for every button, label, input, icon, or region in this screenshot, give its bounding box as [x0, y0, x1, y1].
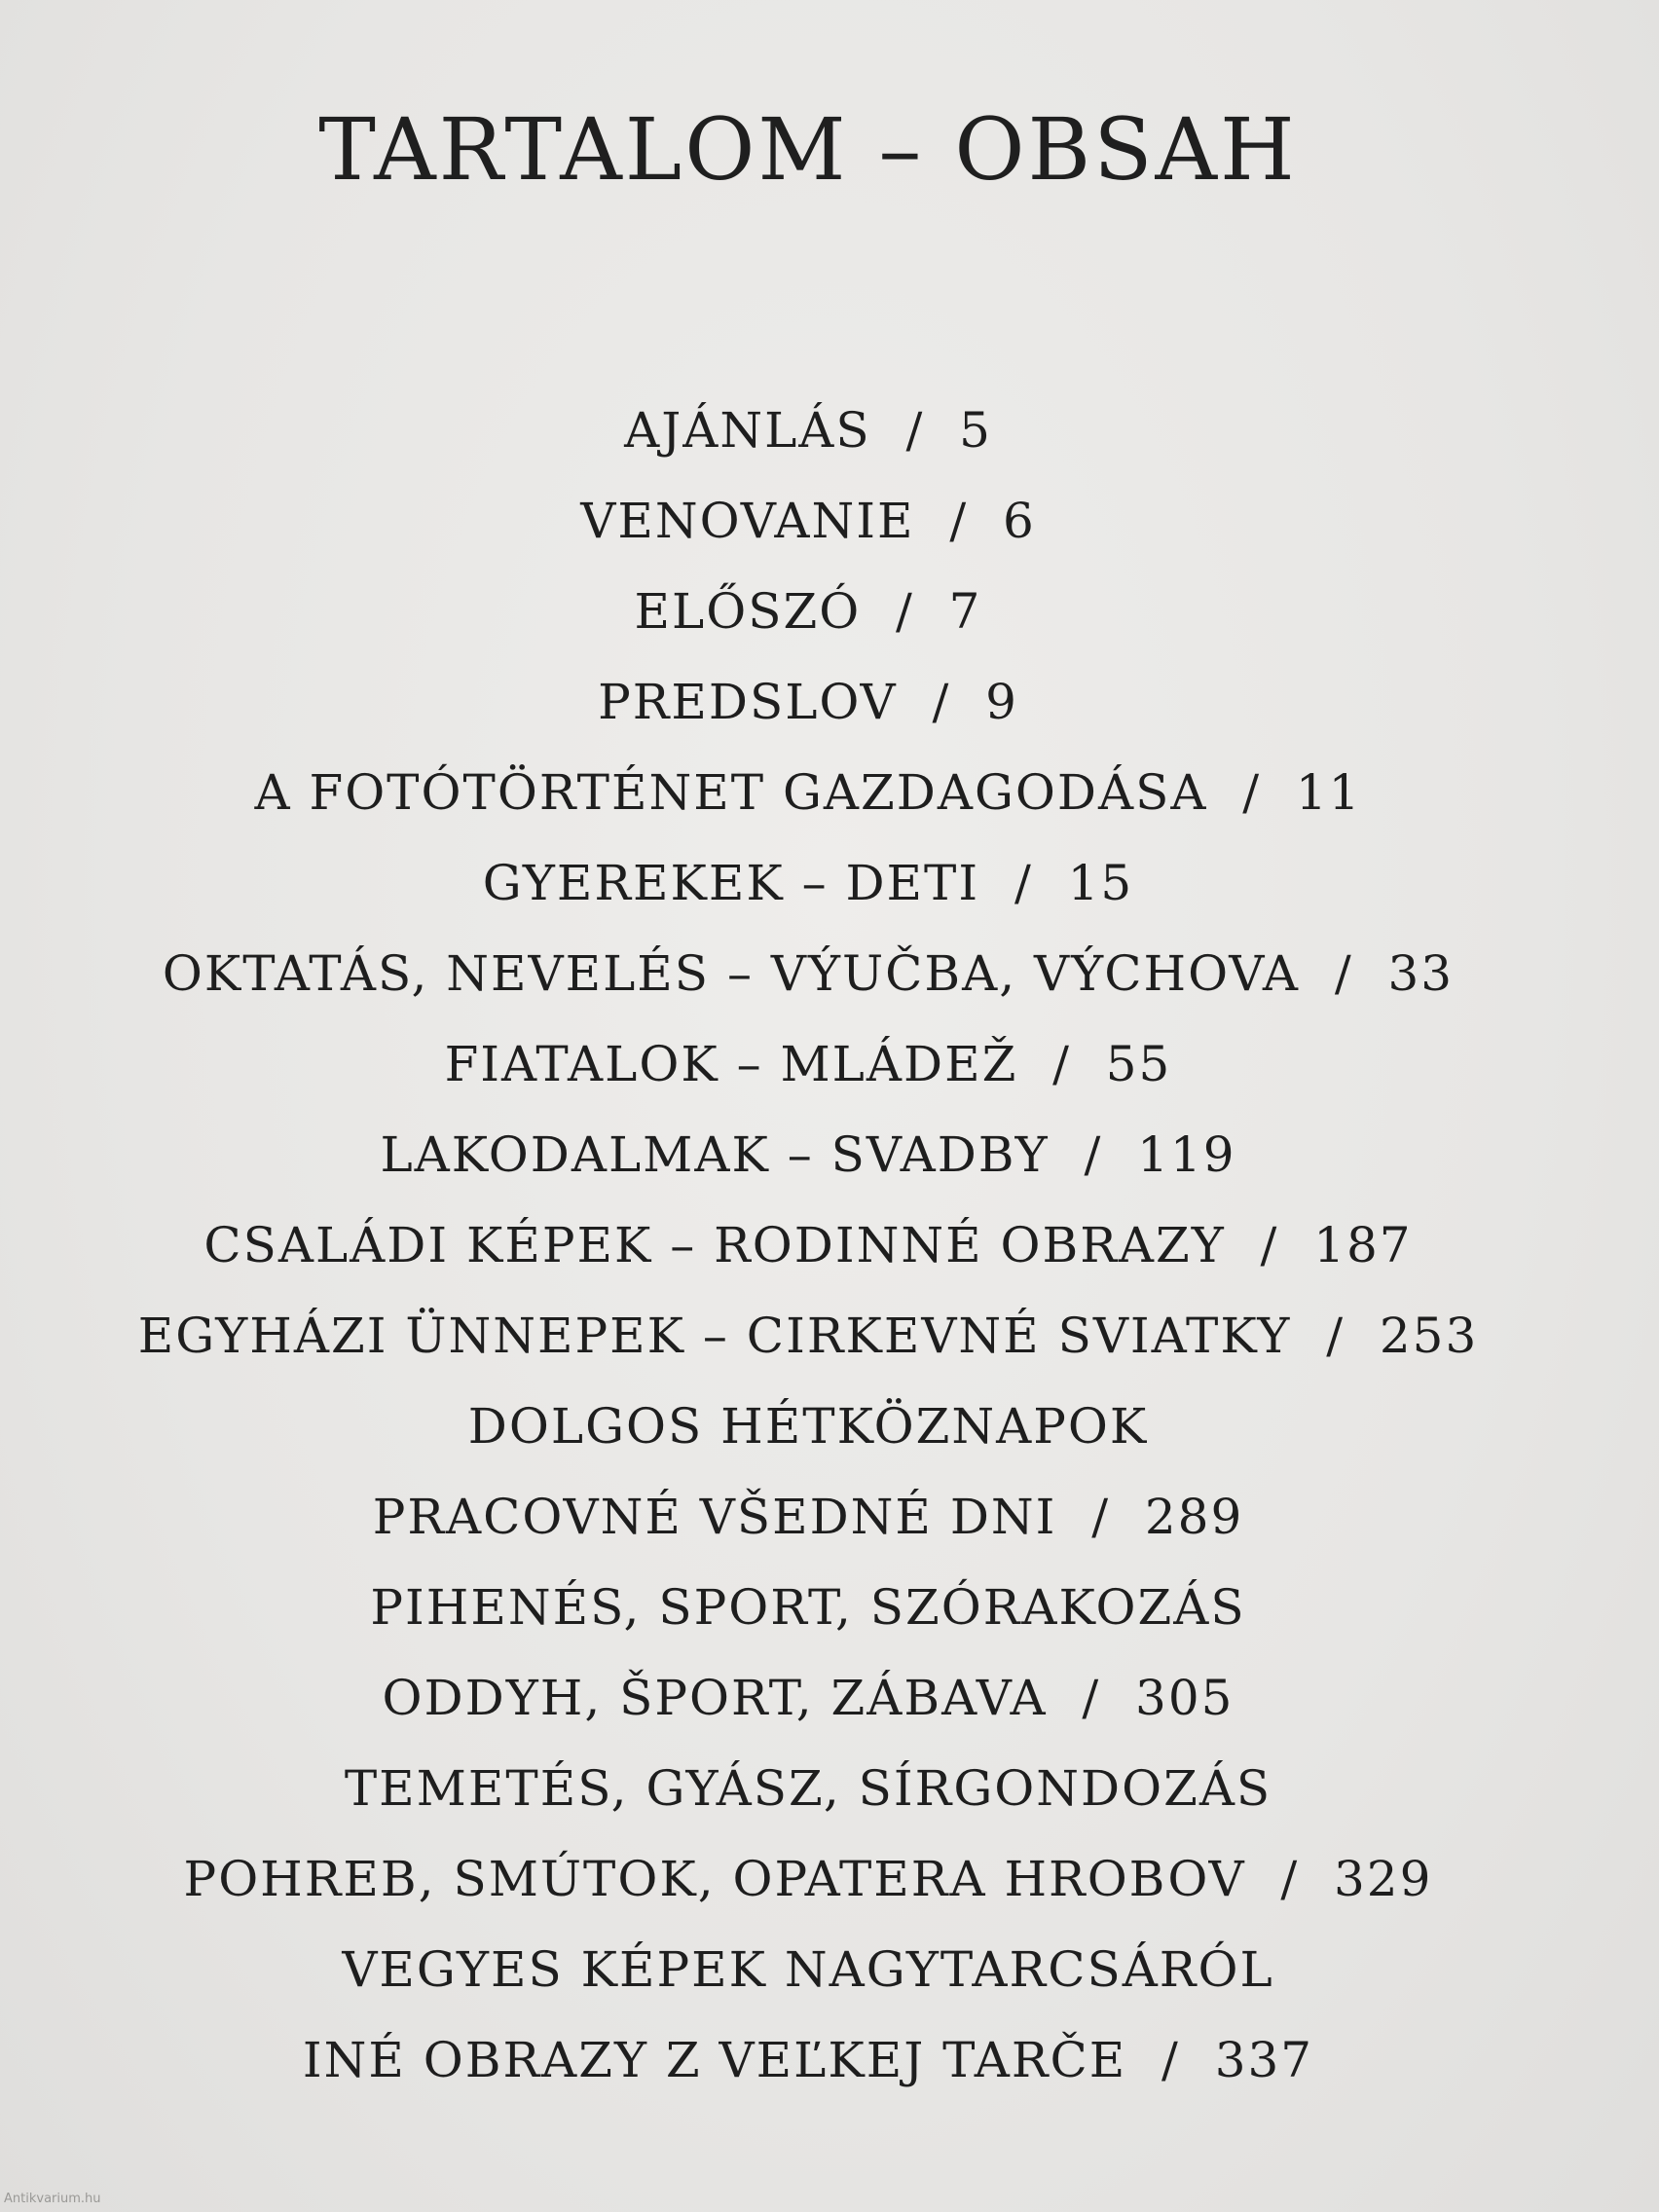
toc-entry-title: VENOVANIE — [580, 493, 915, 549]
toc-separator: / — [861, 583, 949, 640]
toc-entry-page: 7 — [948, 583, 982, 640]
toc-entry — [0, 1744, 1616, 1834]
toc-entry — [0, 657, 1616, 748]
toc-entry — [0, 1925, 1616, 2015]
toc-separator: / — [979, 855, 1068, 911]
toc-entry-title: A FOTÓTÖRTÉNET GAZDAGODÁSA — [254, 764, 1208, 821]
toc-separator: / — [1225, 1217, 1314, 1273]
toc-entry-page: 9 — [985, 674, 1018, 730]
toc-entry-title: POHREB, SMÚTOK, OPATERA HROBOV — [183, 1851, 1246, 1907]
toc-entry — [0, 476, 1616, 567]
toc-entry — [0, 1019, 1616, 1110]
toc-entry-page: 33 — [1387, 945, 1455, 1002]
toc-separator: / — [1056, 1489, 1145, 1545]
toc-separator: / — [1207, 764, 1296, 821]
toc-entry-title: INÉ OBRAZY Z VEĽKEJ TARČE — [302, 2032, 1127, 2088]
toc-entry-title: ELŐSZÓ — [634, 583, 862, 640]
toc-entry-title: VEGYES KÉPEK NAGYTARCSÁRÓL — [342, 1941, 1274, 1998]
toc-entry-page: 253 — [1379, 1308, 1479, 1364]
toc-entry-page: 187 — [1313, 1217, 1413, 1273]
toc-entry — [0, 1834, 1616, 1925]
toc-entry-title: GYEREKEK – DETI — [482, 855, 980, 911]
toc-entry-page: 337 — [1214, 2032, 1314, 2088]
toc-entry — [0, 1110, 1616, 1200]
toc-entry-title: PREDSLOV — [598, 674, 898, 730]
toc-entry-page: 289 — [1144, 1489, 1244, 1545]
toc-separator: / — [1047, 1670, 1136, 1726]
toc-entry-title: FIATALOK – MLÁDEŽ — [444, 1036, 1018, 1092]
toc-entry-title: AJÁNLÁS — [624, 402, 871, 459]
toc-entry-page: 119 — [1137, 1126, 1236, 1183]
toc-entry-title: LAKODALMAK – SVADBY — [380, 1126, 1050, 1183]
toc-entry-title: OKTATÁS, NEVELÉS – VÝUČBA, VÝCHOVA — [162, 945, 1301, 1002]
toc-separator: / — [1245, 1851, 1334, 1907]
watermark: Antikvarium.hu — [4, 2192, 101, 2206]
toc-separator: / — [1049, 1126, 1138, 1183]
page-title: TARTALOM – OBSAH — [318, 99, 1298, 200]
toc-entry — [0, 838, 1616, 929]
toc-entry-page: 6 — [1002, 493, 1036, 549]
toc-entry-page: 11 — [1295, 764, 1362, 821]
toc-entry-title: PIHENÉS, SPORT, SZÓRAKOZÁS — [370, 1579, 1246, 1636]
toc-separator: / — [897, 674, 986, 730]
toc-entry-page: 55 — [1105, 1036, 1172, 1092]
toc-entry — [0, 1291, 1616, 1382]
toc-entry — [0, 2015, 1616, 2106]
toc-entry — [0, 929, 1616, 1019]
toc-entry — [0, 748, 1616, 838]
toc-entry-title: ODDYH, ŠPORT, ZÁBAVA — [382, 1670, 1048, 1726]
toc-entry-title: TEMETÉS, GYÁSZ, SÍRGONDOZÁS — [344, 1760, 1272, 1817]
toc-entry-title: EGYHÁZI ÜNNEPEK – CIRKEVNÉ SVIATKY — [137, 1308, 1292, 1364]
toc-entry-page: 15 — [1067, 855, 1134, 911]
toc-entry-page: 5 — [959, 402, 992, 459]
toc-separator: / — [914, 493, 1003, 549]
toc-entry — [0, 1200, 1616, 1291]
toc-separator: / — [1126, 2032, 1215, 2088]
toc-separator: / — [1300, 945, 1388, 1002]
toc-entry — [0, 1653, 1616, 1744]
table-of-contents — [0, 386, 1616, 2106]
toc-separator: / — [1017, 1036, 1106, 1092]
toc-entry-title: DOLGOS HÉTKÖZNAPOK — [467, 1398, 1149, 1455]
toc-separator: / — [870, 402, 960, 459]
toc-entry-title: PRACOVNÉ VŠEDNÉ DNI — [372, 1489, 1057, 1545]
toc-entry — [0, 567, 1616, 657]
toc-entry — [0, 1563, 1616, 1653]
toc-entry-page: 305 — [1135, 1670, 1235, 1726]
toc-entry-title: CSALÁDI KÉPEK – RODINNÉ OBRAZY — [203, 1217, 1226, 1273]
toc-entry — [0, 386, 1616, 476]
toc-entry — [0, 1382, 1616, 1472]
toc-entry-page: 329 — [1334, 1851, 1433, 1907]
toc-entry — [0, 1472, 1616, 1563]
toc-separator: / — [1291, 1308, 1380, 1364]
